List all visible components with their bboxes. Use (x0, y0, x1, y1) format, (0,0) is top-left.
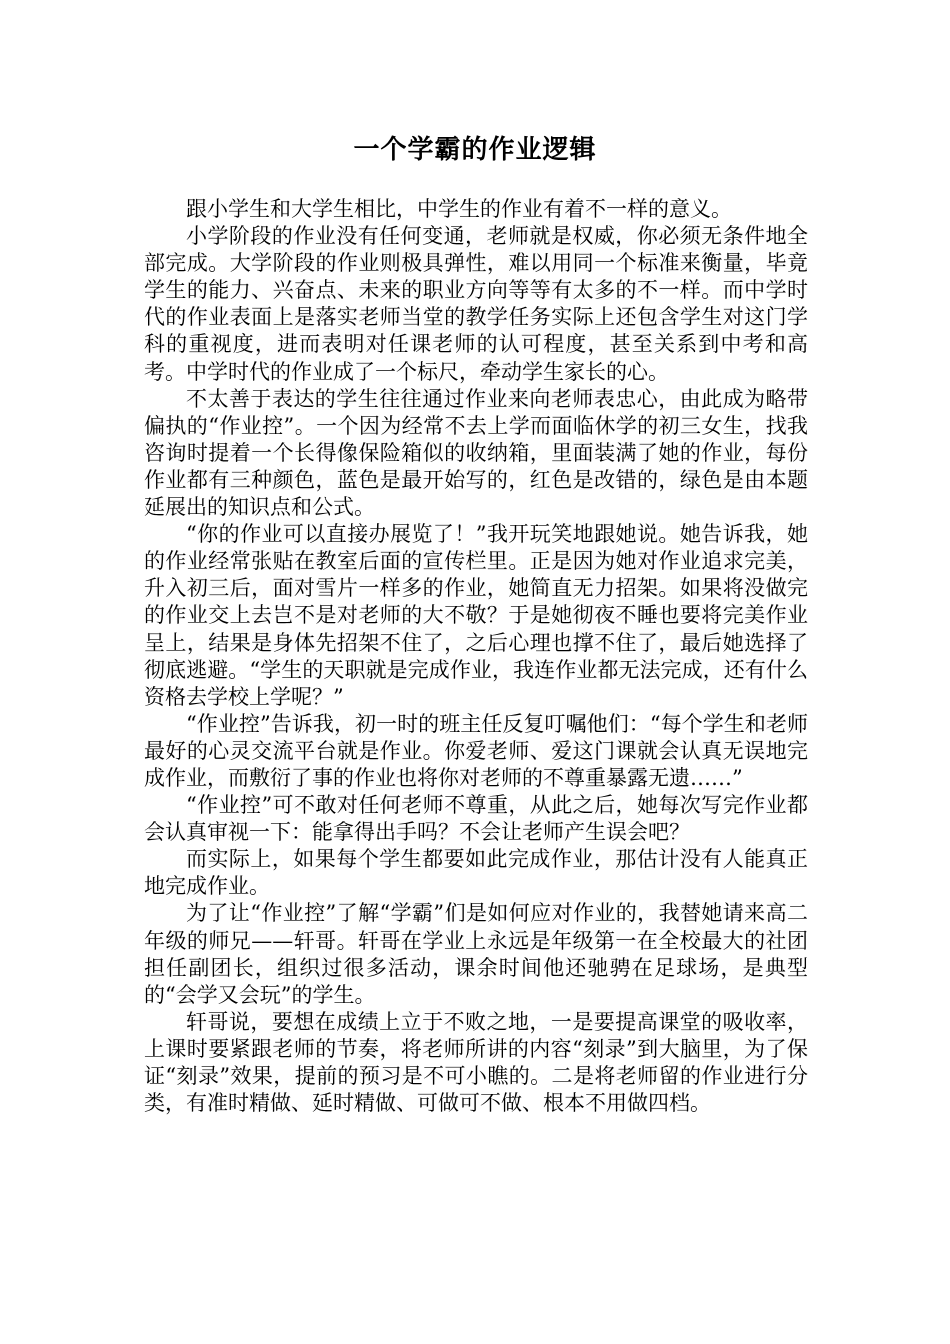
paragraph: 而实际上，如果每个学生都要如此完成作业，那估计没有人能真正地完成作业。 (144, 847, 808, 899)
paragraph: 轩哥说，要想在成绩上立于不败之地，一是要提高课堂的吸收率，上课时要紧跟老师的节奏，将老师所讲的内容“刻录”到大脑里，为了保证“刻录”效果，提前的预习是不可小瞧的。二是将老师留的作业进行分类，有准时精做、延时精做、可做可不做、根本不用做四档。 (144, 1009, 808, 1116)
paragraph: 跟小学生和大学生相比，中学生的作业有着不一样的意义。 (186, 197, 732, 221)
paragraph: 为了让“作业控”了解“学霸”们是如何应对作业的，我替她请来高二年级的师兄——轩哥。轩哥在学业上永远是年级第一在全校最大的社团担任副团长，组织过很多活动，课余时间他还驰骋在足球场，是典型的“会学又会玩”的学生。 (144, 901, 808, 1007)
paragraph: 小学阶段的作业没有任何变通，老师就是权威，你必须无条件地全部完成。大学阶段的作业则极具弹性，难以用同一个标准来衡量，毕竟学生的能力、兴奋点、未来的职业方向等等有太多的不一样。而中学时代的作业表面上是落实老师当堂的教学任务实际上还包含学生对这门学科的重视度，进而表明对任课老师的认可程度，甚至关系到中考和高考。中学时代的作业成了一个标尺，牵动学生家长的心。 (144, 224, 808, 384)
paragraph: “你的作业可以直接办展览了！”我开玩笑地跟她说。她告诉我，她的作业经常张贴在教室后面的宣传栏里。正是因为她对作业追求完美，升入初三后，面对雪片一样多的作业，她简直无力招架。如果将没做完的作业交上去岂不是对老师的大不敬？于是她彻夜不睡也要将完美作业呈上，结果是身体先招架不住了，之后心理也撑不住了，最后她选择了彻底逃避。“学生的天职就是完成作业，我连作业都无法完成，还有什么资格去学校上学呢？” (144, 522, 808, 709)
paragraph: “作业控”告诉我，初一时的班主任反复叮嘱他们：“每个学生和老师最好的心灵交流平台就是作业。你爱老师、爱这门课就会认真无误地完成作业，而敷衍了事的作业也将你对老师的不尊重暴露无遗……” (144, 711, 808, 790)
paragraph: 不太善于表达的学生往往通过作业来向老师表忠心，由此成为略带偏执的“作业控”。一个因为经常不去上学而面临休学的初三女生，找我咨询时提着一个长得像保险箱似的收纳箱，里面装满了她的作业，每份作业都有三种颜色，蓝色是最开始写的，红色是改错的，绿色是由本题延展出的知识点和公式。 (144, 386, 808, 520)
document-body (144, 196, 808, 1117)
document-title: 一个学霸的作业逻辑 (353, 135, 597, 165)
paragraph: “作业控”可不敢对任何老师不尊重，从此之后，她每次写完作业都会认真审视一下：能拿得出手吗？不会让老师产生误会吧？ (144, 793, 808, 845)
